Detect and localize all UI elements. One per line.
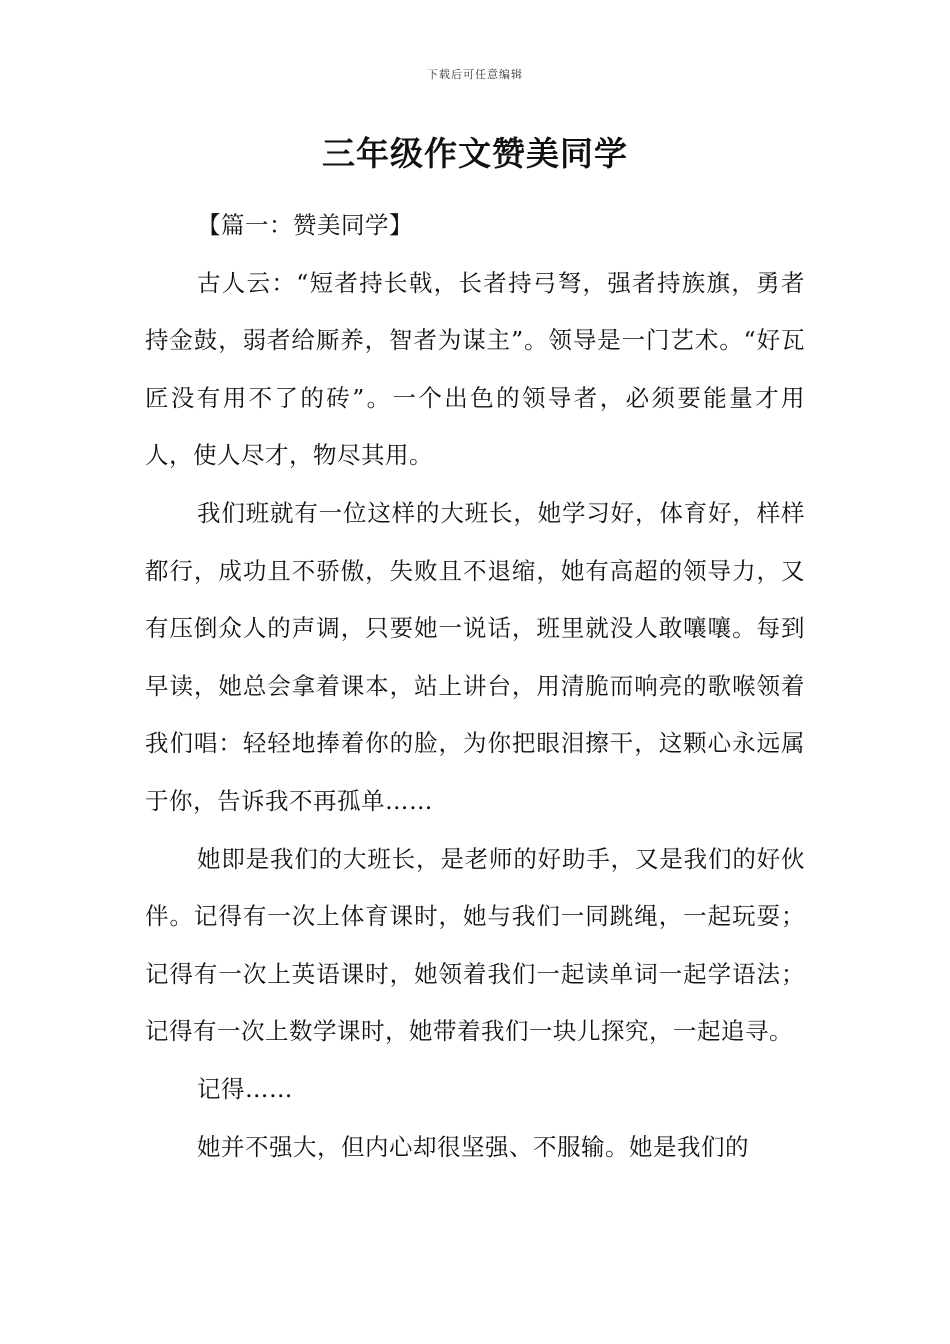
- document-body: [145, 197, 805, 1176]
- header-note: 下载后可任意编辑: [427, 68, 523, 81]
- document-title: 三年级作文赞美同学: [322, 134, 628, 173]
- paragraph: 古人云：“短者持长戟，长者持弓弩，强者持族旗，勇者持金鼓，弱者给厮养，智者为谋主”。领导是一门艺术。“好瓦匠没有用不了的砖”。一个出色的领导者，必须要能量才用人，使人尽才，物尽其用。: [145, 268, 805, 470]
- section-heading: 【篇一：赞美同学】: [197, 211, 413, 239]
- paragraph: 她并不强大，但内心却很坚强、不服输。她是我们的: [197, 1132, 749, 1161]
- paragraph: 记得……: [197, 1074, 293, 1103]
- paragraph: 她即是我们的大班长，是老师的好助手，又是我们的好伙伴。记得有一次上体育课时，她与我们一同跳绳，一起玩耍；记得有一次上英语课时，她领着我们一起读单词一起学语法；记得有一次上数学课时，她带着我们一块儿探究，一起追寻。: [145, 844, 805, 1046]
- paragraph: 我们班就有一位这样的大班长，她学习好，体育好，样样都行，成功且不骄傲，失败且不退缩，她有高超的领导力，又有压倒众人的声调，只要她一说话，班里就没人敢嚷嚷。每到早读，她总会拿着课本，站上讲台，用清脆而响亮的歌喉领着我们唱：轻轻地捧着你的脸，为你把眼泪擦干，这颗心永远属于你，告诉我不再孤单……: [145, 498, 805, 815]
